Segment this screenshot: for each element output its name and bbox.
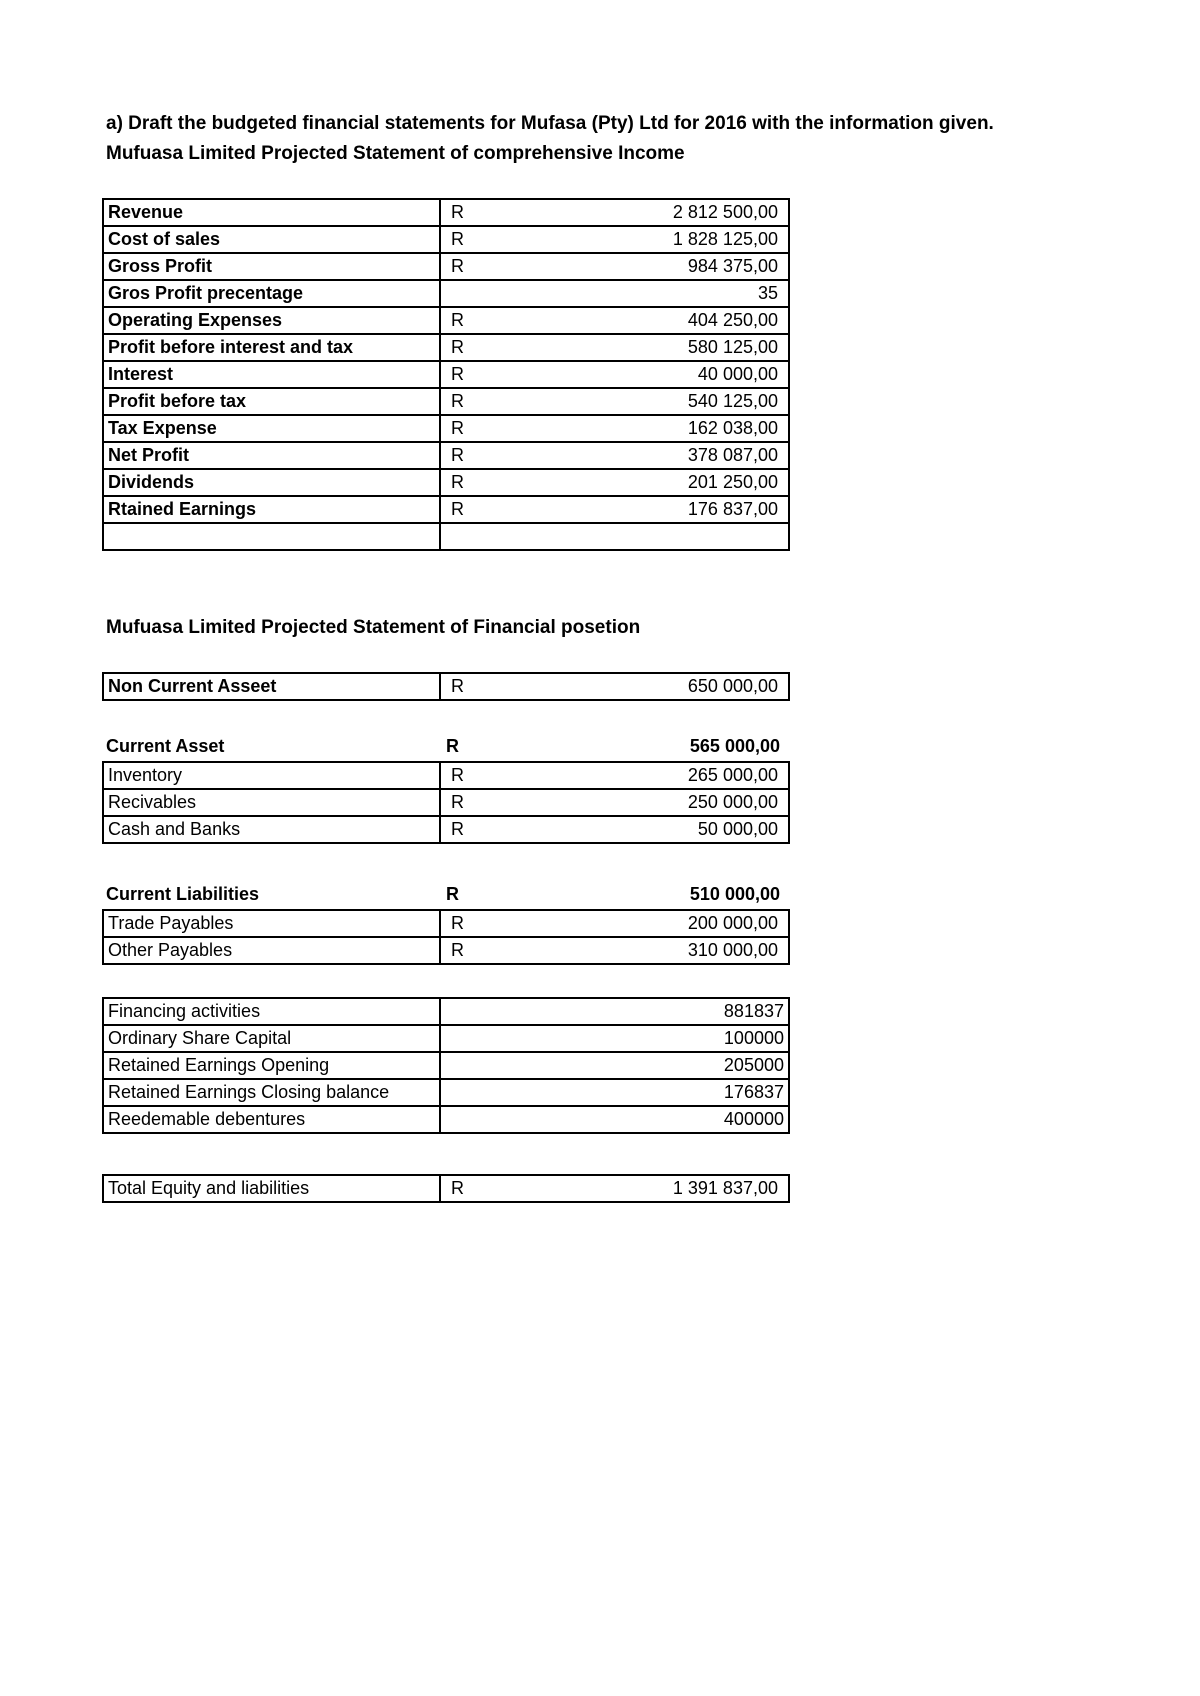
row-label: Revenue <box>103 199 440 226</box>
row-amount: 400000 <box>440 1106 789 1133</box>
row-label: Profit before tax <box>103 388 440 415</box>
row-amount: 540 125,00 <box>475 388 789 415</box>
table-row <box>103 442 789 469</box>
row-amount: 176837 <box>440 1079 789 1106</box>
row-label: Profit before interest and tax <box>103 334 440 361</box>
currency-symbol: R <box>440 469 475 496</box>
table-row <box>103 307 789 334</box>
currency-symbol: R <box>440 199 475 226</box>
financing-table <box>102 997 790 1134</box>
table-row <box>103 1052 789 1079</box>
current-liabilities-table <box>102 909 790 965</box>
currency-symbol: R <box>440 361 475 388</box>
currency-symbol: R <box>440 388 475 415</box>
row-label: Interest <box>103 361 440 388</box>
currency-symbol: R <box>440 762 475 789</box>
currency-symbol: R <box>440 334 475 361</box>
table-row <box>103 226 789 253</box>
row-label: Inventory <box>103 762 440 789</box>
currency-symbol: R <box>440 226 475 253</box>
header-label: Current Liabilities <box>106 884 260 904</box>
table-row <box>103 1106 789 1133</box>
table-row <box>103 789 789 816</box>
row-amount: 1 391 837,00 <box>475 1175 789 1202</box>
row-label: Gros Profit precentage <box>103 280 440 307</box>
empty-cell <box>440 523 789 550</box>
row-label: Non Current Asseet <box>103 673 440 700</box>
income-statement-table <box>102 198 790 551</box>
table-row <box>103 361 789 388</box>
table-row <box>103 280 789 307</box>
row-amount: 205000 <box>440 1052 789 1079</box>
table-row <box>103 334 789 361</box>
row-amount: 200 000,00 <box>475 910 789 937</box>
table-row <box>103 415 789 442</box>
table-row <box>103 998 789 1025</box>
table-row <box>103 1025 789 1052</box>
table-row <box>103 199 789 226</box>
row-label: Cost of sales <box>103 226 440 253</box>
row-amount: 201 250,00 <box>475 469 789 496</box>
table-row <box>103 253 789 280</box>
row-label: Other Payables <box>103 937 440 964</box>
row-label: Ordinary Share Capital <box>103 1025 440 1052</box>
row-amount: 100000 <box>440 1025 789 1052</box>
current-liabilities-header <box>102 881 790 907</box>
empty-cell <box>103 523 440 550</box>
row-amount: 176 837,00 <box>475 496 789 523</box>
row-amount: 50 000,00 <box>475 816 789 843</box>
row-label: Dividends <box>103 469 440 496</box>
row-amount: 580 125,00 <box>475 334 789 361</box>
currency-symbol: R <box>440 910 475 937</box>
currency-symbol: R <box>446 884 459 904</box>
row-amount: 40 000,00 <box>475 361 789 388</box>
row-amount: 265 000,00 <box>475 762 789 789</box>
financial-position-title: Mufuasa Limited Projected Statement of Financial posetion <box>106 617 641 638</box>
table-row <box>103 816 789 843</box>
page-heading: a) Draft the budgeted financial statements for Mufasa (Pty) Ltd for 2016 with the information given. <box>106 113 994 134</box>
current-asset-header <box>102 733 790 759</box>
current-assets-table <box>102 761 790 844</box>
header-amount: 565 000,00 <box>689 736 780 756</box>
row-label: Gross Profit <box>103 253 440 280</box>
row-label: Trade Payables <box>103 910 440 937</box>
table-row <box>103 673 789 700</box>
row-label: Retained Earnings Opening <box>103 1052 440 1079</box>
row-label: Financing activities <box>103 998 440 1025</box>
row-amount: 250 000,00 <box>475 789 789 816</box>
row-amount: 378 087,00 <box>475 442 789 469</box>
row-label: Total Equity and liabilities <box>103 1175 440 1202</box>
currency-symbol: R <box>440 816 475 843</box>
row-amount: 650 000,00 <box>475 673 789 700</box>
row-amount: 35 <box>475 280 789 307</box>
row-label: Operating Expenses <box>103 307 440 334</box>
row-amount: 2 812 500,00 <box>475 199 789 226</box>
header-label: Current Asset <box>106 736 225 756</box>
currency-symbol: R <box>440 937 475 964</box>
total-equity-table <box>102 1174 790 1203</box>
currency-symbol <box>440 280 475 307</box>
row-amount: 310 000,00 <box>475 937 789 964</box>
currency-symbol: R <box>440 789 475 816</box>
currency-symbol: R <box>440 1175 475 1202</box>
row-label: Reedemable debentures <box>103 1106 440 1133</box>
table-row <box>103 496 789 523</box>
currency-symbol: R <box>440 307 475 334</box>
non-current-asset-table <box>102 672 790 701</box>
row-label: Net Profit <box>103 442 440 469</box>
currency-symbol: R <box>440 442 475 469</box>
table-row <box>103 1175 789 1202</box>
row-label: Tax Expense <box>103 415 440 442</box>
table-row <box>103 388 789 415</box>
currency-symbol: R <box>440 415 475 442</box>
table-row <box>103 762 789 789</box>
table-row <box>103 910 789 937</box>
table-row <box>103 1079 789 1106</box>
row-amount: 881837 <box>440 998 789 1025</box>
row-amount: 162 038,00 <box>475 415 789 442</box>
empty-row <box>103 523 789 550</box>
row-amount: 1 828 125,00 <box>475 226 789 253</box>
row-label: Retained Earnings Closing balance <box>103 1079 440 1106</box>
row-label: Recivables <box>103 789 440 816</box>
currency-symbol: R <box>440 253 475 280</box>
income-statement-title: Mufuasa Limited Projected Statement of comprehensive Income <box>106 143 685 164</box>
row-label: Rtained Earnings <box>103 496 440 523</box>
currency-symbol: R <box>440 673 475 700</box>
currency-symbol: R <box>446 736 459 756</box>
row-amount: 984 375,00 <box>475 253 789 280</box>
header-amount: 510 000,00 <box>689 884 780 904</box>
table-row <box>103 937 789 964</box>
row-label: Cash and Banks <box>103 816 440 843</box>
row-amount: 404 250,00 <box>475 307 789 334</box>
currency-symbol: R <box>440 496 475 523</box>
table-row <box>103 469 789 496</box>
